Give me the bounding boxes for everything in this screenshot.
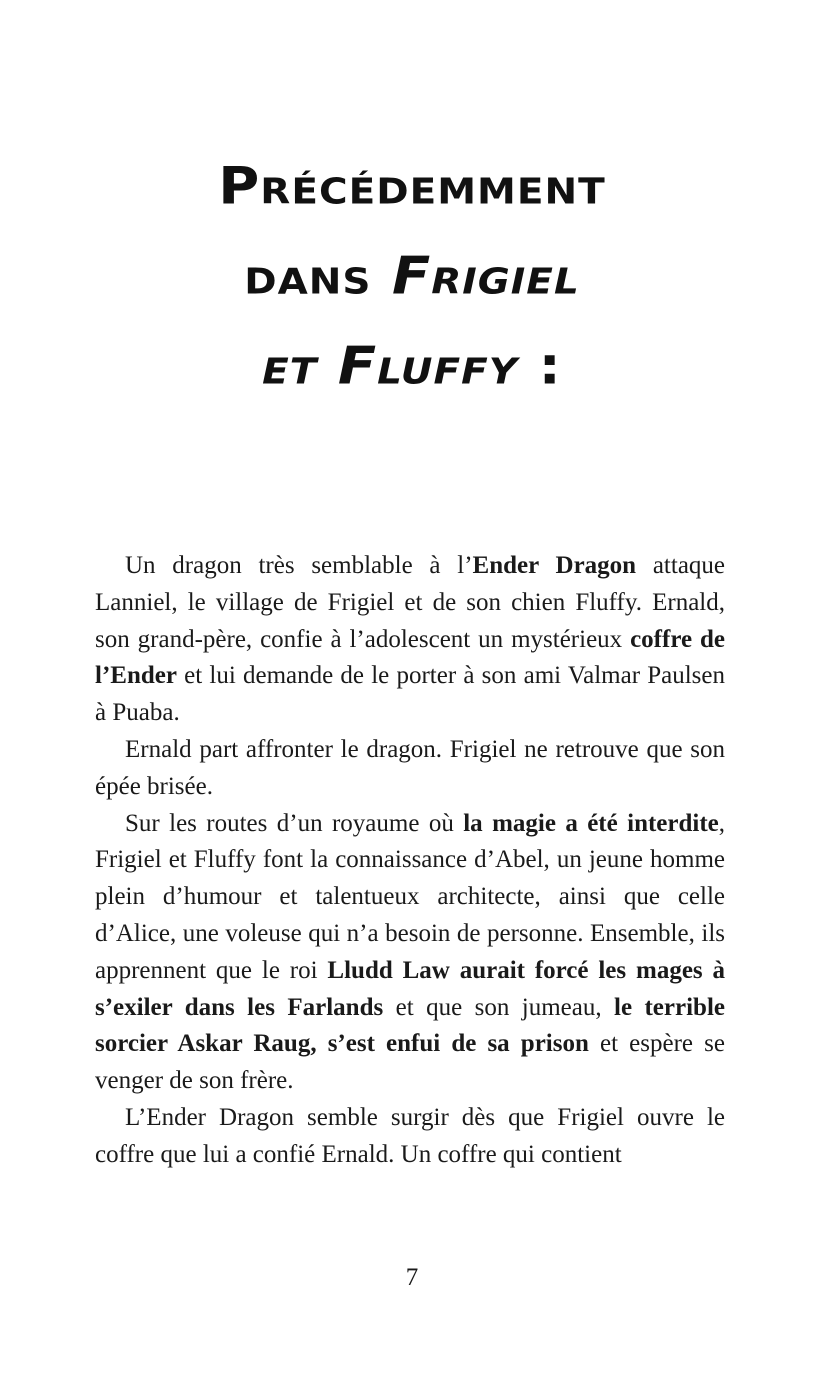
text-run: et lui demande de le porter à son ami Valmar Paulsen à Puaba. <box>95 662 725 727</box>
page-number: 7 <box>405 1264 419 1291</box>
text-run: et que son jumeau, <box>383 993 615 1021</box>
text-run-bold: Lludd Law aurait forcé les mages à s’exiler dans les Farlands <box>95 956 726 1021</box>
title-line-3 <box>0 326 824 409</box>
paragraph <box>95 732 725 806</box>
text-run-bold: la magie a été interdite <box>463 809 719 837</box>
paragraph <box>95 806 725 1100</box>
text-run-bold: le terrible sorcier Askar Raug, s’est enfui de sa prison <box>95 993 725 1058</box>
text-run: , Frigiel et Fluffy font la connaissance d’Abel, un jeune homme plein d’humour et talentueux architecte, ainsi que celle d’Alice, une voleuse qui n’a besoin de personne. Ensemble, ils apprennent que le roi <box>95 809 726 984</box>
text-run: Sur les routes d’un royaume où <box>125 809 464 837</box>
title-line-2-plain: dans <box>244 246 392 307</box>
text-run: et espère se venger de son frère. <box>95 1030 725 1095</box>
text-run: L’Ender Dragon semble surgir dès que Frigiel ouvre le coffre que lui a confié Ernald. Un coffre qui contient <box>95 1103 725 1168</box>
title-line-1: Précédemment <box>218 156 606 217</box>
text-run: attaque Lanniel, le village de Frigiel et de son chien Fluffy. Ernald, son grand-père, confie à l’adolescent un mystérieux <box>95 552 726 653</box>
text-run-bold: Ender Dragon <box>472 552 637 579</box>
text-run: Un dragon très semblable à l’ <box>125 552 473 579</box>
title-line-3-plain: : <box>518 336 562 397</box>
body-text <box>95 548 725 1174</box>
title-line-2-italic: Frigiel <box>391 246 580 307</box>
text-run-bold: coffre de l’Ender <box>95 625 725 690</box>
chapter-title <box>0 142 824 412</box>
paragraph <box>95 1100 725 1174</box>
paragraph <box>95 548 725 732</box>
text-run: Ernald part affronter le dragon. Frigiel ne retrouve que son épée brisée. <box>95 735 725 800</box>
title-line-2 <box>0 236 824 319</box>
title-line-3-italic: et Fluffy <box>262 336 518 397</box>
